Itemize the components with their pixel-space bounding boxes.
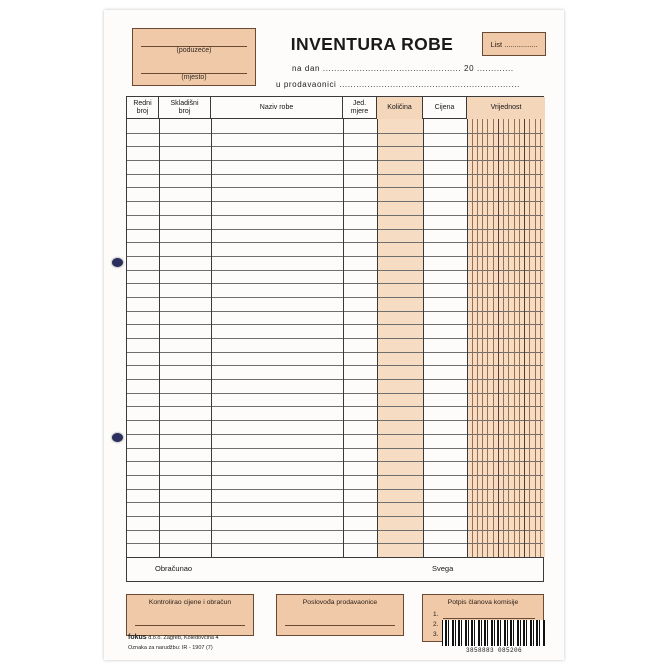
inventory-table (126, 96, 544, 582)
amount-grid-line (493, 119, 494, 557)
footer-label-svega: Svega (432, 564, 454, 573)
date-line: na dan ................................................. 20 ............. (292, 64, 514, 73)
amount-grid-line (498, 119, 499, 557)
col-header-vrijednost: Vrijednost (467, 97, 545, 119)
publisher-brand: fokus (128, 634, 147, 642)
signature-rule-manager (285, 625, 395, 626)
order-code: Oznaka za narudžbu: IR - 1907 (7) (128, 644, 213, 651)
page-title: INVENTURA ROBE (290, 34, 454, 54)
vrule-2 (211, 119, 212, 557)
vrule-1 (159, 119, 160, 557)
shop-line: u prodavaonici ................................................................ (276, 80, 520, 89)
committee-number-3: 3. (433, 631, 439, 638)
company-label: (poduzeće) (176, 47, 212, 54)
amount-grid-line (482, 119, 483, 557)
amount-grid-line (472, 119, 473, 557)
barcode-bars (442, 620, 546, 646)
sheet-number-box[interactable] (482, 32, 546, 56)
amount-grid-line (508, 119, 509, 557)
signature-rule-control (135, 625, 245, 626)
committee-number-1: 1. (433, 611, 439, 618)
barcode-number: 3858883 085206 (465, 647, 522, 654)
amount-grid-line (540, 119, 541, 557)
vrule-4 (377, 119, 378, 557)
sheet-number-label: List ................ (490, 39, 538, 49)
col-header-cijena: Cijena (423, 97, 467, 119)
col-header-naziv-robe: Naziv robe (211, 97, 343, 119)
vrule-5 (423, 119, 424, 557)
signature-title-control: Kontrolirao cijene i obračun (148, 599, 232, 606)
page-left-margin (0, 0, 104, 670)
punch-hole-bottom (112, 433, 123, 442)
signature-title-committee: Potpis članova komisije (447, 599, 519, 606)
col-header-jed-mjere: Jed. mjere (343, 97, 377, 119)
company-field-box[interactable] (132, 28, 256, 86)
paper-sheet (104, 10, 564, 660)
amount-grid-line (503, 119, 504, 557)
table-footer-row (127, 557, 543, 581)
amount-grid-line (535, 119, 536, 557)
amount-grid-line (529, 119, 530, 557)
col-header-redni-broj: Redni broj (127, 97, 159, 119)
publisher-imprint (128, 633, 219, 652)
committee-number-2: 2. (433, 621, 439, 628)
amount-grid (467, 119, 545, 557)
punch-hole-top (112, 258, 123, 267)
col-header-kolicina: Količina (377, 97, 423, 119)
signature-title-manager: Poslovođa prodavaonice (302, 599, 378, 606)
amount-grid-line (514, 119, 515, 557)
amount-grid-line (477, 119, 478, 557)
amount-grid-line (524, 119, 525, 557)
amount-grid-line (487, 119, 488, 557)
publisher-address: d.o.o. Zagreb, Koledovčina 4 (148, 635, 219, 642)
signature-box-manager[interactable] (276, 594, 404, 636)
col-header-skladisni-broj: Skladišni broj (159, 97, 211, 119)
signature-box-control[interactable] (126, 594, 254, 636)
footer-label-obracunao: Obračunao (155, 564, 193, 573)
committee-rule-1 (443, 618, 535, 619)
table-header-row (127, 97, 543, 119)
vrule-3 (343, 119, 344, 557)
amount-grid-line (519, 119, 520, 557)
barcode (442, 620, 546, 654)
place-label: (mjesto) (181, 74, 207, 81)
